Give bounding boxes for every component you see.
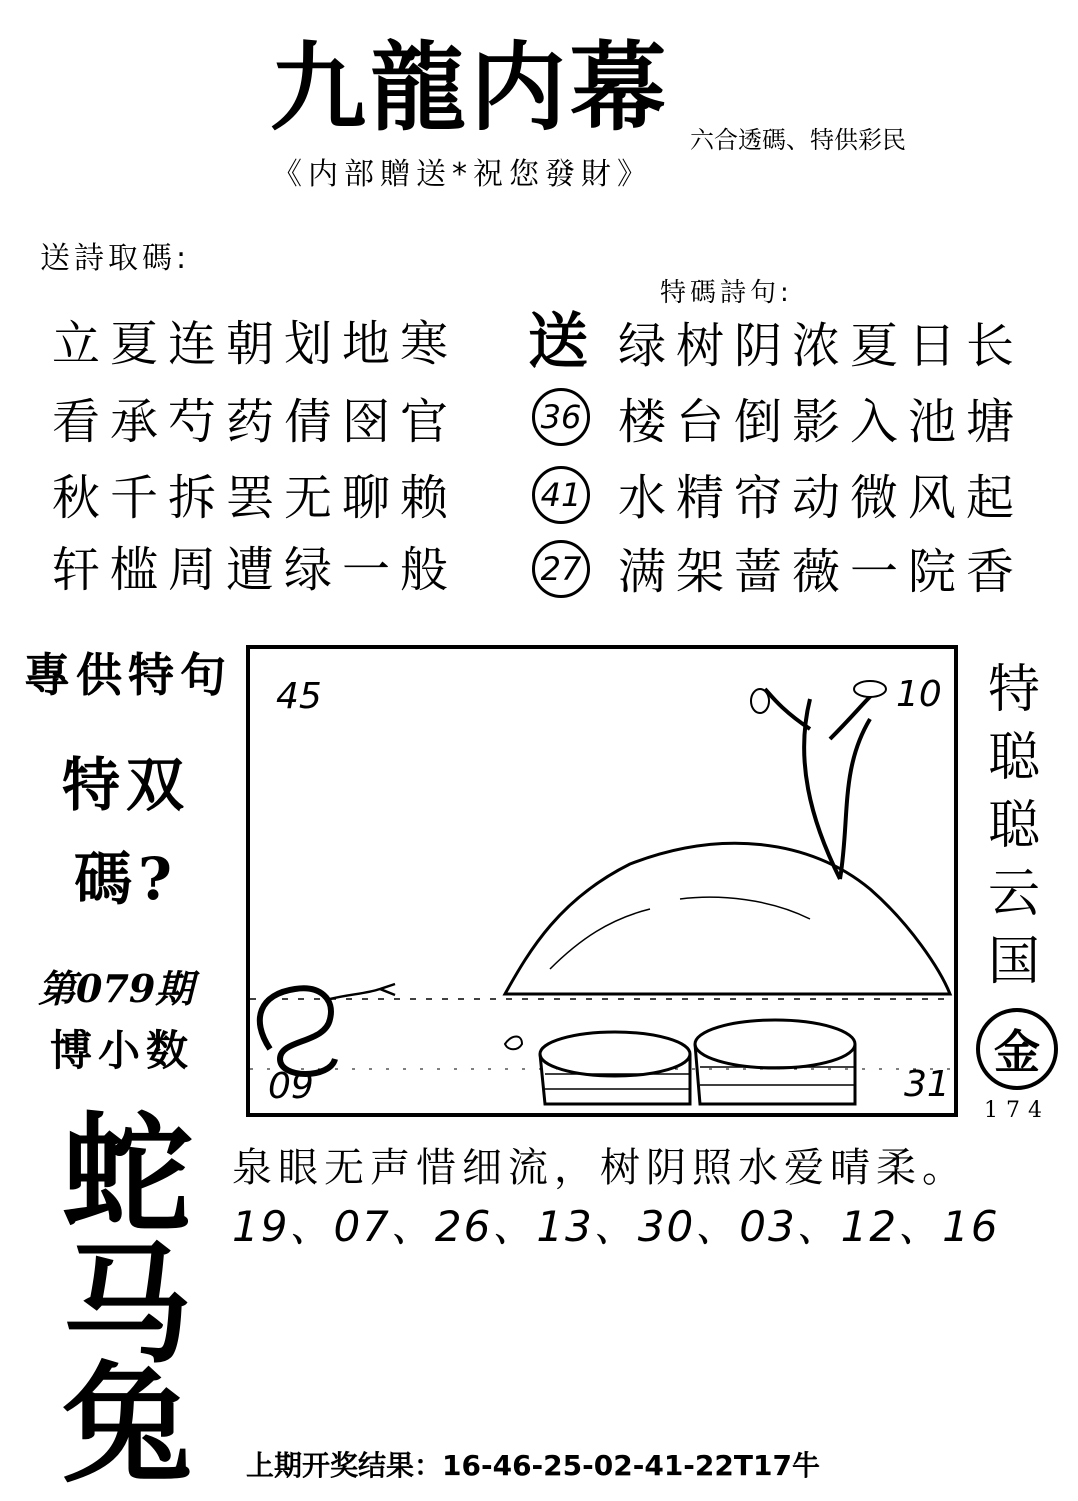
number-marker-circle: 36 — [532, 388, 590, 446]
zodiac-rabbit: 兔 — [62, 1348, 193, 1501]
previous-result: 上期开奖结果：16-46-25-02-41-22T17牛 — [246, 1449, 820, 1482]
right-poem-line: 绿树阴浓夏日长 — [618, 318, 1025, 374]
left-poem-line: 立夏连朝划地寒 — [52, 316, 459, 372]
send-marker: 送 — [528, 307, 588, 377]
picture-number: 45 — [276, 676, 322, 717]
left-poem-line: 看承芍药倩囹官 — [52, 394, 459, 450]
vertical-char: 特 — [988, 660, 1041, 720]
left-poem-line: 轩槛周遭绿一般 — [52, 542, 459, 598]
right-poem-line: 满架蔷薇一院香 — [618, 544, 1025, 600]
vertical-char: 云 — [988, 864, 1041, 924]
page-title: 九龍内幕 — [270, 31, 670, 144]
small-number-label: 博小数 — [50, 1026, 195, 1075]
bottom-poem: 泉眼无声惜细流，树阴照水爱晴柔。 — [232, 1145, 968, 1191]
period-number: 第079期 — [38, 966, 194, 1011]
vertical-char: 聪 — [988, 728, 1041, 788]
illustration-snake-rock-baskets — [250, 649, 954, 1113]
zodiac-snake: 蛇 — [62, 1098, 193, 1251]
right-poem-line: 水精帘动微风起 — [618, 470, 1025, 526]
gold-circle: 金 — [976, 1008, 1058, 1090]
illustration-frame — [246, 645, 958, 1117]
vertical-char: 聪 — [988, 796, 1041, 856]
right-poem-label: 特碼詩句: — [660, 278, 793, 308]
vertical-char: 国 — [988, 932, 1041, 992]
picture-number: 10 — [896, 674, 942, 715]
special-label: 專供特句 — [24, 648, 232, 702]
double-label-1: 特双 — [62, 751, 191, 819]
right-poem-line: 楼台倒影入池塘 — [618, 394, 1025, 450]
small-code: 174 — [984, 1098, 1050, 1123]
header-subtitle: 六合透碼、特供彩民 — [690, 126, 906, 154]
header-tagline: 《内部贈送*祝您發財》 — [272, 157, 653, 192]
picture-number: 31 — [904, 1064, 950, 1105]
number-marker-circle: 41 — [532, 466, 590, 524]
picture-number: 09 — [268, 1066, 314, 1107]
zodiac-horse: 马 — [62, 1228, 193, 1381]
double-label-2: 碼? — [74, 845, 178, 913]
left-poem-label: 送詩取碼: — [40, 241, 191, 276]
left-poem-line: 秋千拆罢无聊赖 — [52, 470, 459, 526]
number-marker-circle: 27 — [532, 540, 590, 598]
bottom-numbers: 19、07、26、13、30、03、12、16 — [232, 1202, 1000, 1251]
